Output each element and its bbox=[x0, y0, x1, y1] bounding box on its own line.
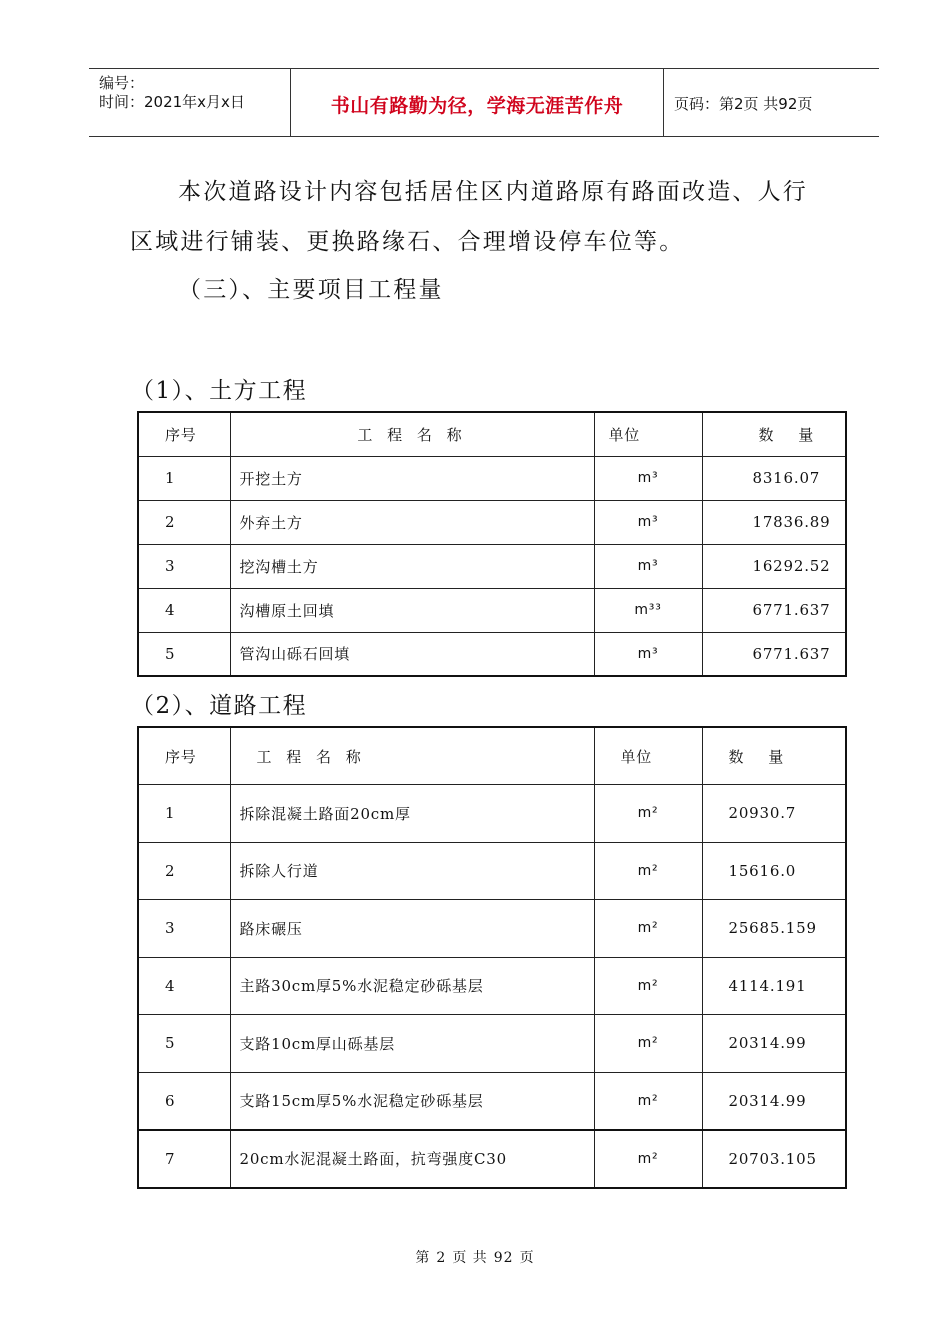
row-qty: 4114.191 bbox=[702, 957, 846, 1015]
footer-prefix: 第 bbox=[415, 1250, 431, 1266]
row-unit: m³ bbox=[594, 456, 702, 500]
row-qty: 15616.0 bbox=[702, 842, 846, 900]
row-unit: m³³ bbox=[594, 588, 702, 632]
header-no: 序号 bbox=[138, 727, 230, 785]
row-no: 3 bbox=[138, 544, 230, 588]
header-page-info: 页码：第2页 共92页 bbox=[674, 95, 813, 113]
header-unit: 单位 bbox=[594, 727, 702, 785]
road-works-table bbox=[137, 726, 847, 1189]
table-header-row bbox=[138, 727, 846, 785]
row-unit: m² bbox=[594, 842, 702, 900]
row-name: 拆除混凝土路面20cm厚 bbox=[230, 785, 594, 843]
header-motto: 书山有路勤为径，学海无涯苦作舟 bbox=[330, 95, 624, 117]
paragraph-line-2: 区域进行铺装、更换路缘石、合理增设停车位等。 bbox=[130, 229, 685, 255]
table-row bbox=[138, 842, 846, 900]
row-unit: m² bbox=[594, 957, 702, 1015]
header-motto-cell bbox=[291, 69, 664, 136]
row-unit: m³ bbox=[594, 544, 702, 588]
page-header bbox=[89, 68, 879, 137]
time-label: 时间：2021年x月x日 bbox=[99, 93, 245, 111]
row-name: 路床碾压 bbox=[230, 900, 594, 958]
row-unit: m² bbox=[594, 1072, 702, 1130]
table-row bbox=[138, 1130, 846, 1188]
row-qty: 20314.99 bbox=[702, 1015, 846, 1073]
row-name: 支路10cm厚山砾基层 bbox=[230, 1015, 594, 1073]
row-qty: 20314.99 bbox=[702, 1072, 846, 1130]
table-row bbox=[138, 900, 846, 958]
serial-label: 编号： bbox=[99, 74, 145, 92]
table-row bbox=[138, 1015, 846, 1073]
row-qty: 20703.105 bbox=[702, 1130, 846, 1188]
header-page-cell bbox=[664, 69, 879, 136]
row-no: 3 bbox=[138, 900, 230, 958]
footer-mid: 页 共 bbox=[452, 1250, 488, 1266]
table-row bbox=[138, 588, 846, 632]
row-no: 4 bbox=[138, 957, 230, 1015]
row-no: 4 bbox=[138, 588, 230, 632]
row-no: 2 bbox=[138, 500, 230, 544]
row-no: 1 bbox=[138, 785, 230, 843]
header-name: 工 程 名 称 bbox=[230, 412, 594, 456]
header-name: 工 程 名 称 bbox=[230, 727, 594, 785]
earthwork-table bbox=[137, 411, 847, 677]
header-qty: 数 量 bbox=[702, 412, 846, 456]
table1-title: （1）、土方工程 bbox=[131, 378, 308, 404]
page-footer bbox=[0, 1247, 950, 1267]
row-qty: 17836.89 bbox=[702, 500, 846, 544]
table-row bbox=[138, 957, 846, 1015]
row-unit: m² bbox=[594, 1015, 702, 1073]
table-header-row bbox=[138, 412, 846, 456]
row-name: 支路15cm厚5%水泥稳定砂砾基层 bbox=[230, 1072, 594, 1130]
table-row bbox=[138, 632, 846, 676]
row-no: 7 bbox=[138, 1130, 230, 1188]
row-name: 挖沟槽土方 bbox=[230, 544, 594, 588]
header-qty: 数 量 bbox=[702, 727, 846, 785]
row-name: 开挖土方 bbox=[230, 456, 594, 500]
table-row bbox=[138, 1072, 846, 1130]
table-row bbox=[138, 544, 846, 588]
row-qty: 20930.7 bbox=[702, 785, 846, 843]
row-name: 20cm水泥混凝土路面，抗弯强度C30 bbox=[230, 1130, 594, 1188]
row-qty: 6771.637 bbox=[702, 632, 846, 676]
row-unit: m² bbox=[594, 900, 702, 958]
row-no: 1 bbox=[138, 456, 230, 500]
row-name: 拆除人行道 bbox=[230, 842, 594, 900]
row-no: 2 bbox=[138, 842, 230, 900]
row-unit: m² bbox=[594, 1130, 702, 1188]
table-row bbox=[138, 500, 846, 544]
row-no: 6 bbox=[138, 1072, 230, 1130]
footer-total-pages: 92 bbox=[493, 1250, 514, 1266]
row-name: 沟槽原土回填 bbox=[230, 588, 594, 632]
row-unit: m² bbox=[594, 785, 702, 843]
footer-page-number: 2 bbox=[436, 1250, 447, 1266]
row-unit: m³ bbox=[594, 632, 702, 676]
footer-suffix: 页 bbox=[519, 1250, 535, 1266]
row-unit: m³ bbox=[594, 500, 702, 544]
row-qty: 16292.52 bbox=[702, 544, 846, 588]
row-name: 主路30cm厚5%水泥稳定砂砾基层 bbox=[230, 957, 594, 1015]
row-name: 外弃土方 bbox=[230, 500, 594, 544]
row-qty: 8316.07 bbox=[702, 456, 846, 500]
section-heading: （三）、主要项目工程量 bbox=[178, 277, 444, 303]
row-name: 管沟山砾石回填 bbox=[230, 632, 594, 676]
table2-title: （2）、道路工程 bbox=[131, 693, 308, 719]
header-unit: 单位 bbox=[594, 412, 702, 456]
table-row bbox=[138, 456, 846, 500]
table-row bbox=[138, 785, 846, 843]
paragraph-line-1: 本次道路设计内容包括居住区内道路原有路面改造、人行 bbox=[178, 179, 808, 205]
row-qty: 6771.637 bbox=[702, 588, 846, 632]
row-qty: 25685.159 bbox=[702, 900, 846, 958]
row-no: 5 bbox=[138, 632, 230, 676]
header-no: 序号 bbox=[138, 412, 230, 456]
row-no: 5 bbox=[138, 1015, 230, 1073]
header-info-cell bbox=[89, 69, 291, 136]
